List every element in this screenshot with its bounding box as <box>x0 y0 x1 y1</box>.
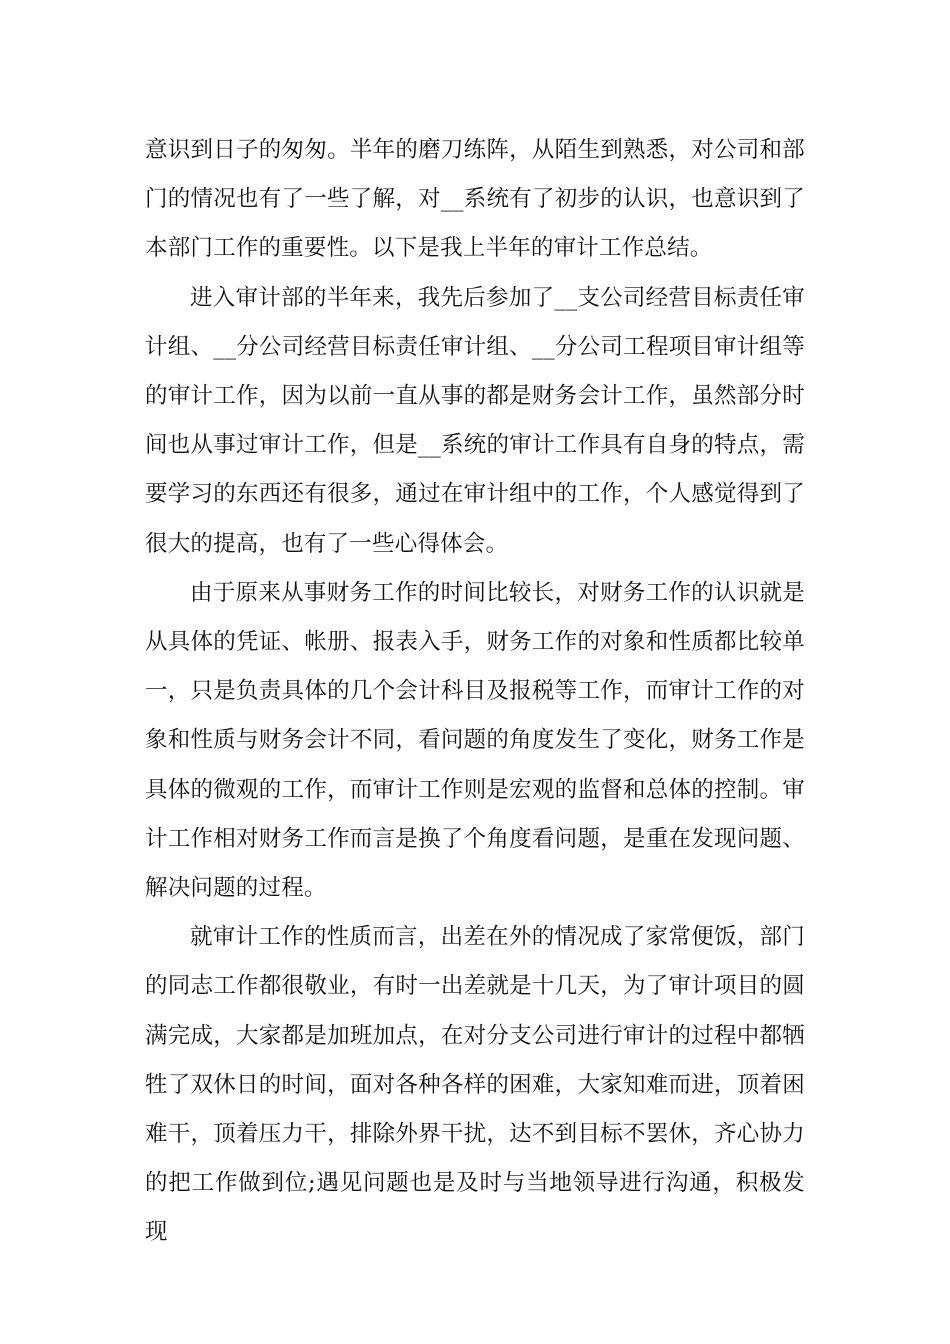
paragraph-1: 意识到日子的匆匆。半年的磨刀练阵，从陌生到熟悉，对公司和部门的情况也有了一些了解，对__系统有了初步的认识，也意识到了本部门工作的重要性。以下是我上半年的审计工作总结。 <box>145 137 805 262</box>
paragraph-2: 进入审计部的半年来，我先后参加了__支公司经营目标责任审计组、__分公司经营目标责任审计组、__分公司工程项目审计组等的审计工作，因为以前一直从事的都是财务会计工作，虽然部分时间也从事过审计工作，但是__系统的审计工作具有自身的特点，需要学习的东西还有很多，通过在审计组中的工作，个人感觉得到了很大的提高，也有了一些心得体会。 <box>145 284 805 557</box>
paragraph-3: 由于原来从事财务工作的时间比较长，对财务工作的认识就是从具体的凭证、帐册、报表入手，财务工作的对象和性质都比较单一，只是负责具体的几个会计科目及报税等工作，而审计工作的对象和性质与财务会计不同，看问题的角度发生了变化，财务工作是具体的微观的工作，而审计工作则是宏观的监督和总体的控制。审计工作相对财务工作而言是换了个角度看问题，是重在发现问题、解决问题的过程。 <box>145 579 805 902</box>
document-body <box>145 126 805 1258</box>
paragraph-4: 就审计工作的性质而言，出差在外的情况成了家常便饭，部门的同志工作都很敬业，有时一出差就是十几天，为了审计项目的圆满完成，大家都是加班加点，在对分支公司进行审计的过程中都牺牲了双休日的时间，面对各种各样的困难，大家知难而进，顶着困难干，顶着压力干，排除外界干扰，达不到目标不罢休，齐心协力的把工作做到位;遇见问题也是及时与当地领导进行沟通，积极发现 <box>145 924 805 1246</box>
